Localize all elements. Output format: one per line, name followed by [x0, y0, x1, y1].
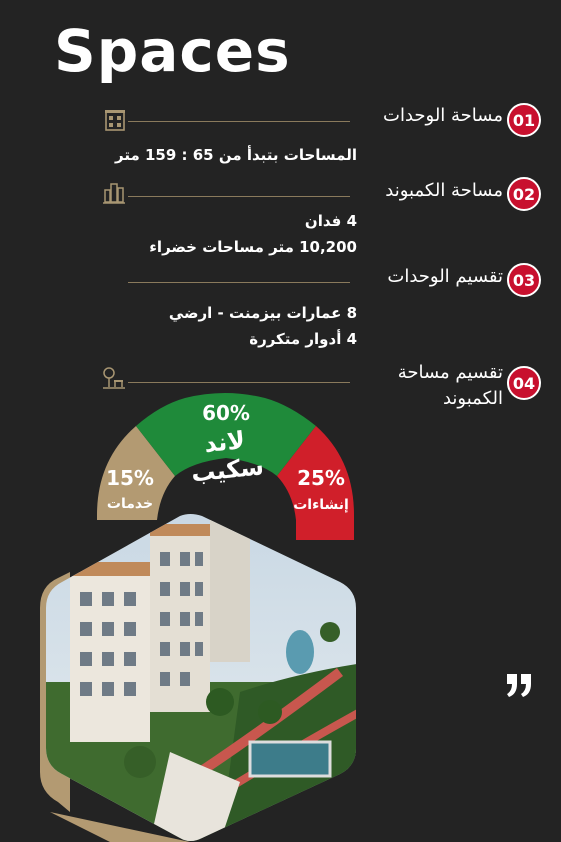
quote-icon [505, 672, 533, 698]
item-heading-01: مساحة الوحدات [383, 105, 503, 126]
item-number-04: 04 [507, 366, 541, 400]
item-number-01: 01 [507, 103, 541, 137]
item-detail: 4 فدان [304, 212, 357, 230]
buildings-label: إنشاءات [293, 497, 349, 513]
item-detail: 10,200 متر مساحات خضراء [149, 238, 357, 256]
buildings-percent: 25% [297, 466, 345, 490]
landscape-percent: 60% [202, 401, 250, 425]
item-number-03: 03 [507, 263, 541, 297]
item-heading-04: تقسيم مساحة [397, 362, 503, 383]
landscape-label: لاند سكيب [189, 426, 266, 488]
services-percent: 15% [106, 466, 154, 490]
item-heading-04-line2: الكمبوند [442, 388, 503, 409]
item-detail: 8 عمارات بيزمنت - ارضي [168, 304, 357, 322]
compound-image [40, 512, 370, 842]
item-heading-03: تقسيم الوحدات [387, 266, 503, 287]
page-title: Spaces [54, 17, 291, 85]
item-detail: المساحات بتبدأ من 65 : 159 متر [115, 146, 357, 164]
item-number-02: 02 [507, 177, 541, 211]
item-detail: 4 أدوار متكررة [249, 330, 357, 348]
services-label: خدمات [106, 496, 154, 512]
item-heading-02: مساحة الكمبوند [385, 180, 503, 201]
